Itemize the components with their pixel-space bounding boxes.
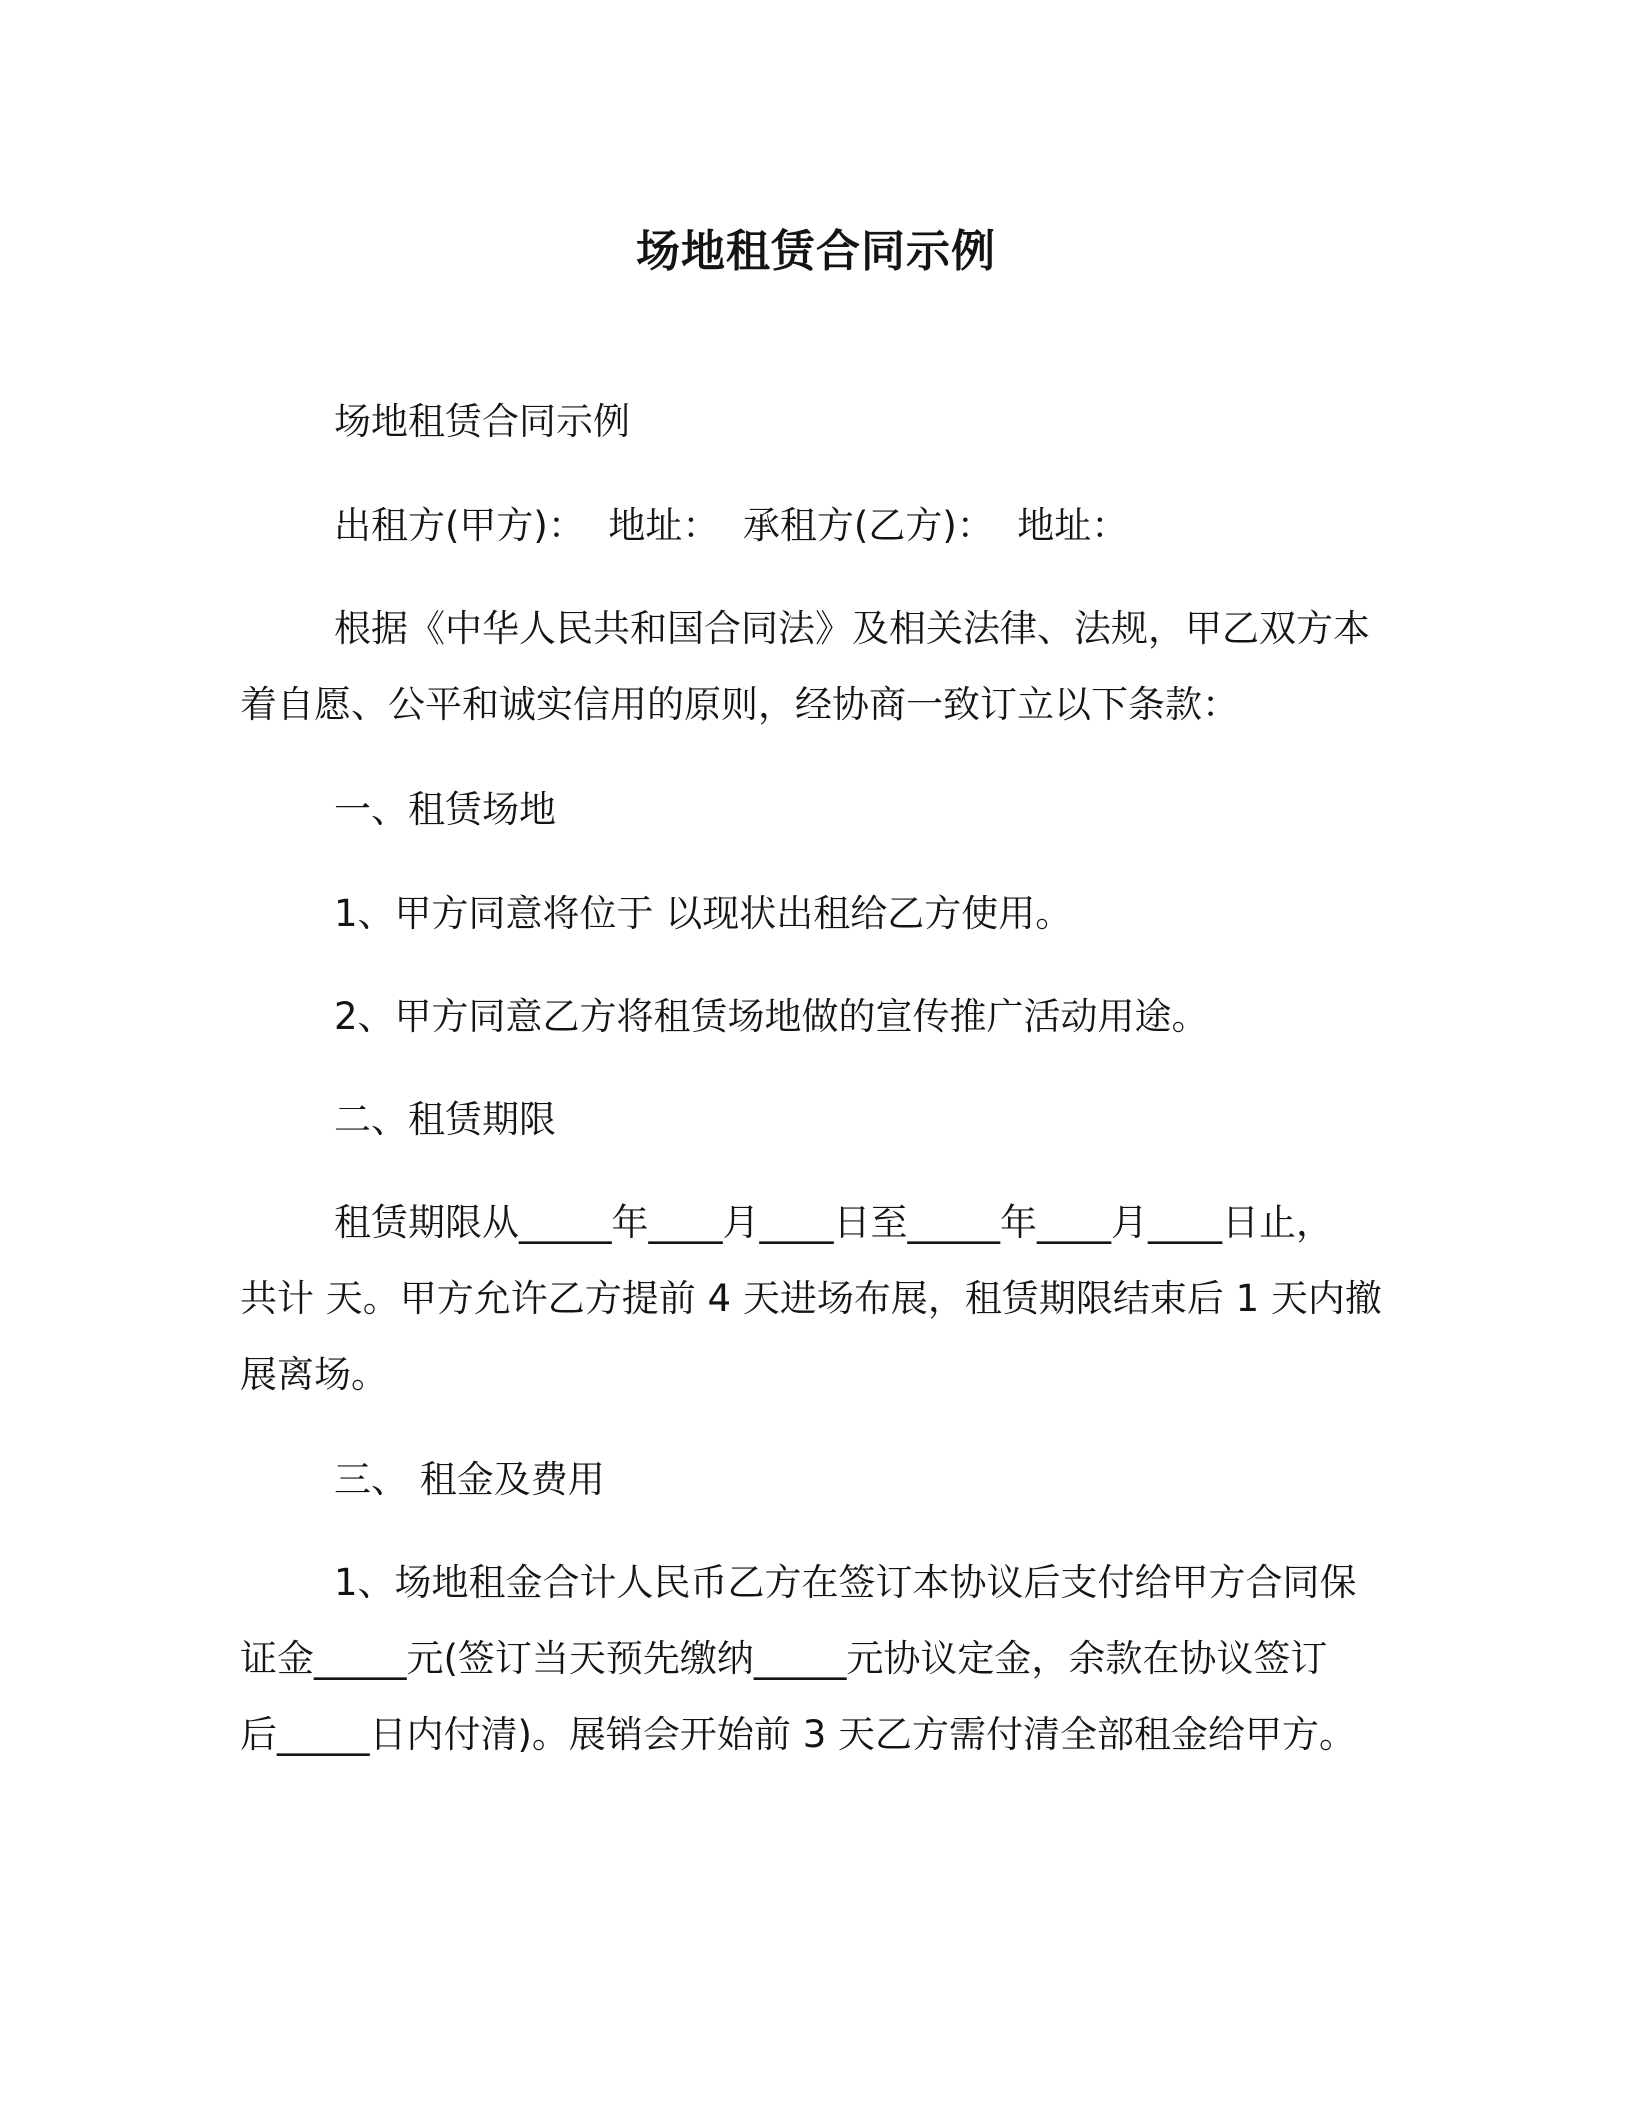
section-heading-1: 一、租赁场地 [334,788,556,831]
section-heading-2: 二、租赁期限 [334,1098,556,1141]
preamble-line-2: 着自愿、公平和诚实信用的原则，经协商一致订立以下条款： [240,683,1239,726]
clause-1-1: 1、甲方同意将位于 以现状出租给乙方使用。 [334,892,1073,935]
subtitle-line: 场地租赁合同示例 [334,400,630,443]
rent-line-1: 1、场地租金合计人民币乙方在签订本协议后支付给甲方合同保 [334,1561,1357,1604]
rent-line-2: 证金_____元(签订当天预先缴纳_____元协议定金，余款在协议签订 [240,1637,1328,1680]
rent-line-3: 后_____日内付清)。展销会开始前 3 天乙方需付清全部租金给甲方。 [240,1713,1356,1756]
section-heading-3: 三、 租金及费用 [334,1458,605,1501]
term-line-3: 展离场。 [240,1353,388,1396]
preamble-line-1: 根据《中华人民共和国合同法》及相关法律、法规，甲乙双方本 [334,607,1370,650]
clause-1-2: 2、甲方同意乙方将租赁场地做的宣传推广活动用途。 [334,995,1209,1038]
term-line-1: 租赁期限从_____年____月____日至_____年____月____日止， [334,1201,1333,1244]
parties-line: 出租方(甲方)： 地址： 承租方(乙方)： 地址： [334,504,1129,547]
term-line-2: 共计 天。甲方允许乙方提前 4 天进场布展，租赁期限结束后 1 天内撤 [240,1277,1382,1320]
document-title: 场地租赁合同示例 [636,226,996,277]
